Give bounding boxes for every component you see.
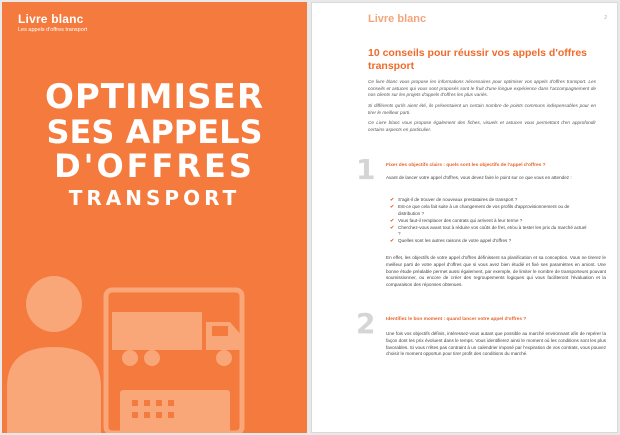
page-brand: Livre blanc [368,13,427,25]
list-item: ✔ S'agit-il de trouver de nouveaux prestataires de transport ? [390,197,518,203]
cover-title-line-3: D'OFFRES [54,147,255,185]
content-page [311,2,618,433]
check-icon: ✔ [390,238,395,245]
check-icon: ✔ [390,203,395,210]
section-lead: Avant de lancer votre appel d'offres, vous devez faire le point sur ce que vous en attendez : [386,175,572,180]
intro-paragraph: Ce livre blanc vous propose les informations nécessaires pour optimiser vos appels d'offres transport. Les conseils et astuces qui vous sont proposés sont le fruit d'une longue expérience dans l'accompagnement de nos clients sur les projets d'appels d'offres les plus variés. [368,79,596,98]
list-item: ✔ Cherchez-vous avant tout à réduire vos coûts de fret, et/ou à tester les prix du marché actuel ? [390,224,587,237]
section-heading: Fixer des objectifs clairs : quels sont les objectifs de l'appel d'offres ? [386,163,546,168]
cover-brand: Livre blanc [18,12,84,26]
check-icon: ✔ [390,197,395,203]
person-icon [7,276,101,433]
list-item: ✔ Vous faut-il remplacer des contrats qui arrivent à leur terme ? [390,217,523,224]
intro-paragraph: Si différents qu'ils aient été, ils présentaient un certain nombre de points communs indispensables pour en tirer le meilleur parti. [368,103,596,115]
page-title: 10 conseils pour réussir vos appels d'offres transport [368,47,587,73]
list-item: ✔ Est-ce que cela fait suite à un changement de vos profils d'approvisionnement ou de distribution ? [390,203,570,216]
cover-title-line-1: OPTIMISER [44,77,265,117]
section-body: Une fois vos objectifs définis, intéressez-vous autant que possible au marché environnant afin de repérer la façon dont les prix évoluent dans le temps. Vous identifierez ainsi le moment où les conditions sont les plus favorables. Si vous n'êtes pas contraint à un calendrier imposé par l'expiration de vos contrats, vous pouvez choisir le moment opportun pour tirer profit des conditions du marché. [386,331,606,357]
intro-paragraph: Ce Livre blanc vous propose également des fiches, visuels et astuces vous permettant d'en approfondir certains aspects en particulier. [368,120,596,133]
cover-subtitle: Les appels d'offres transport [18,27,88,33]
check-icon: ✔ [390,217,395,224]
cover-title-line-2: SES APPELS [46,113,263,151]
cover-illustration [2,262,307,433]
section-number: 1 [356,153,376,186]
section-number: 2 [356,307,376,340]
cover-title-line-4: TRANSPORT [68,186,241,210]
list-item: ✔ Quelles sont les autres raisons de votre appel d'offres ? [390,238,512,245]
section-body: En effet, les objectifs de votre appel d'offres définissent sa planification et sa conception. Vous ne tirerez le meilleur parti de votre appel d'offres que si vous avez bien étudié et fixé ses paramètres en amont. Une bonne étude préalable permet aussi également, par exemple, de limiter le nombre de transporteurs pouvant soumissionner, ou encore de créer des regroupements logiques qui vous faciliteront l'évaluation et la comparaison des réponses obtenues. [386,255,606,288]
page-number: 2 [604,15,607,21]
check-icon: ✔ [390,224,395,231]
objectives-checklist [390,197,590,245]
intro [368,79,596,138]
cover-header [18,12,87,33]
cover-page [2,2,307,433]
cover-title [2,77,307,210]
truck-icon [112,312,242,366]
section-heading: Identifiez le bon moment : quand lancer votre appel d'offres ? [386,317,527,322]
